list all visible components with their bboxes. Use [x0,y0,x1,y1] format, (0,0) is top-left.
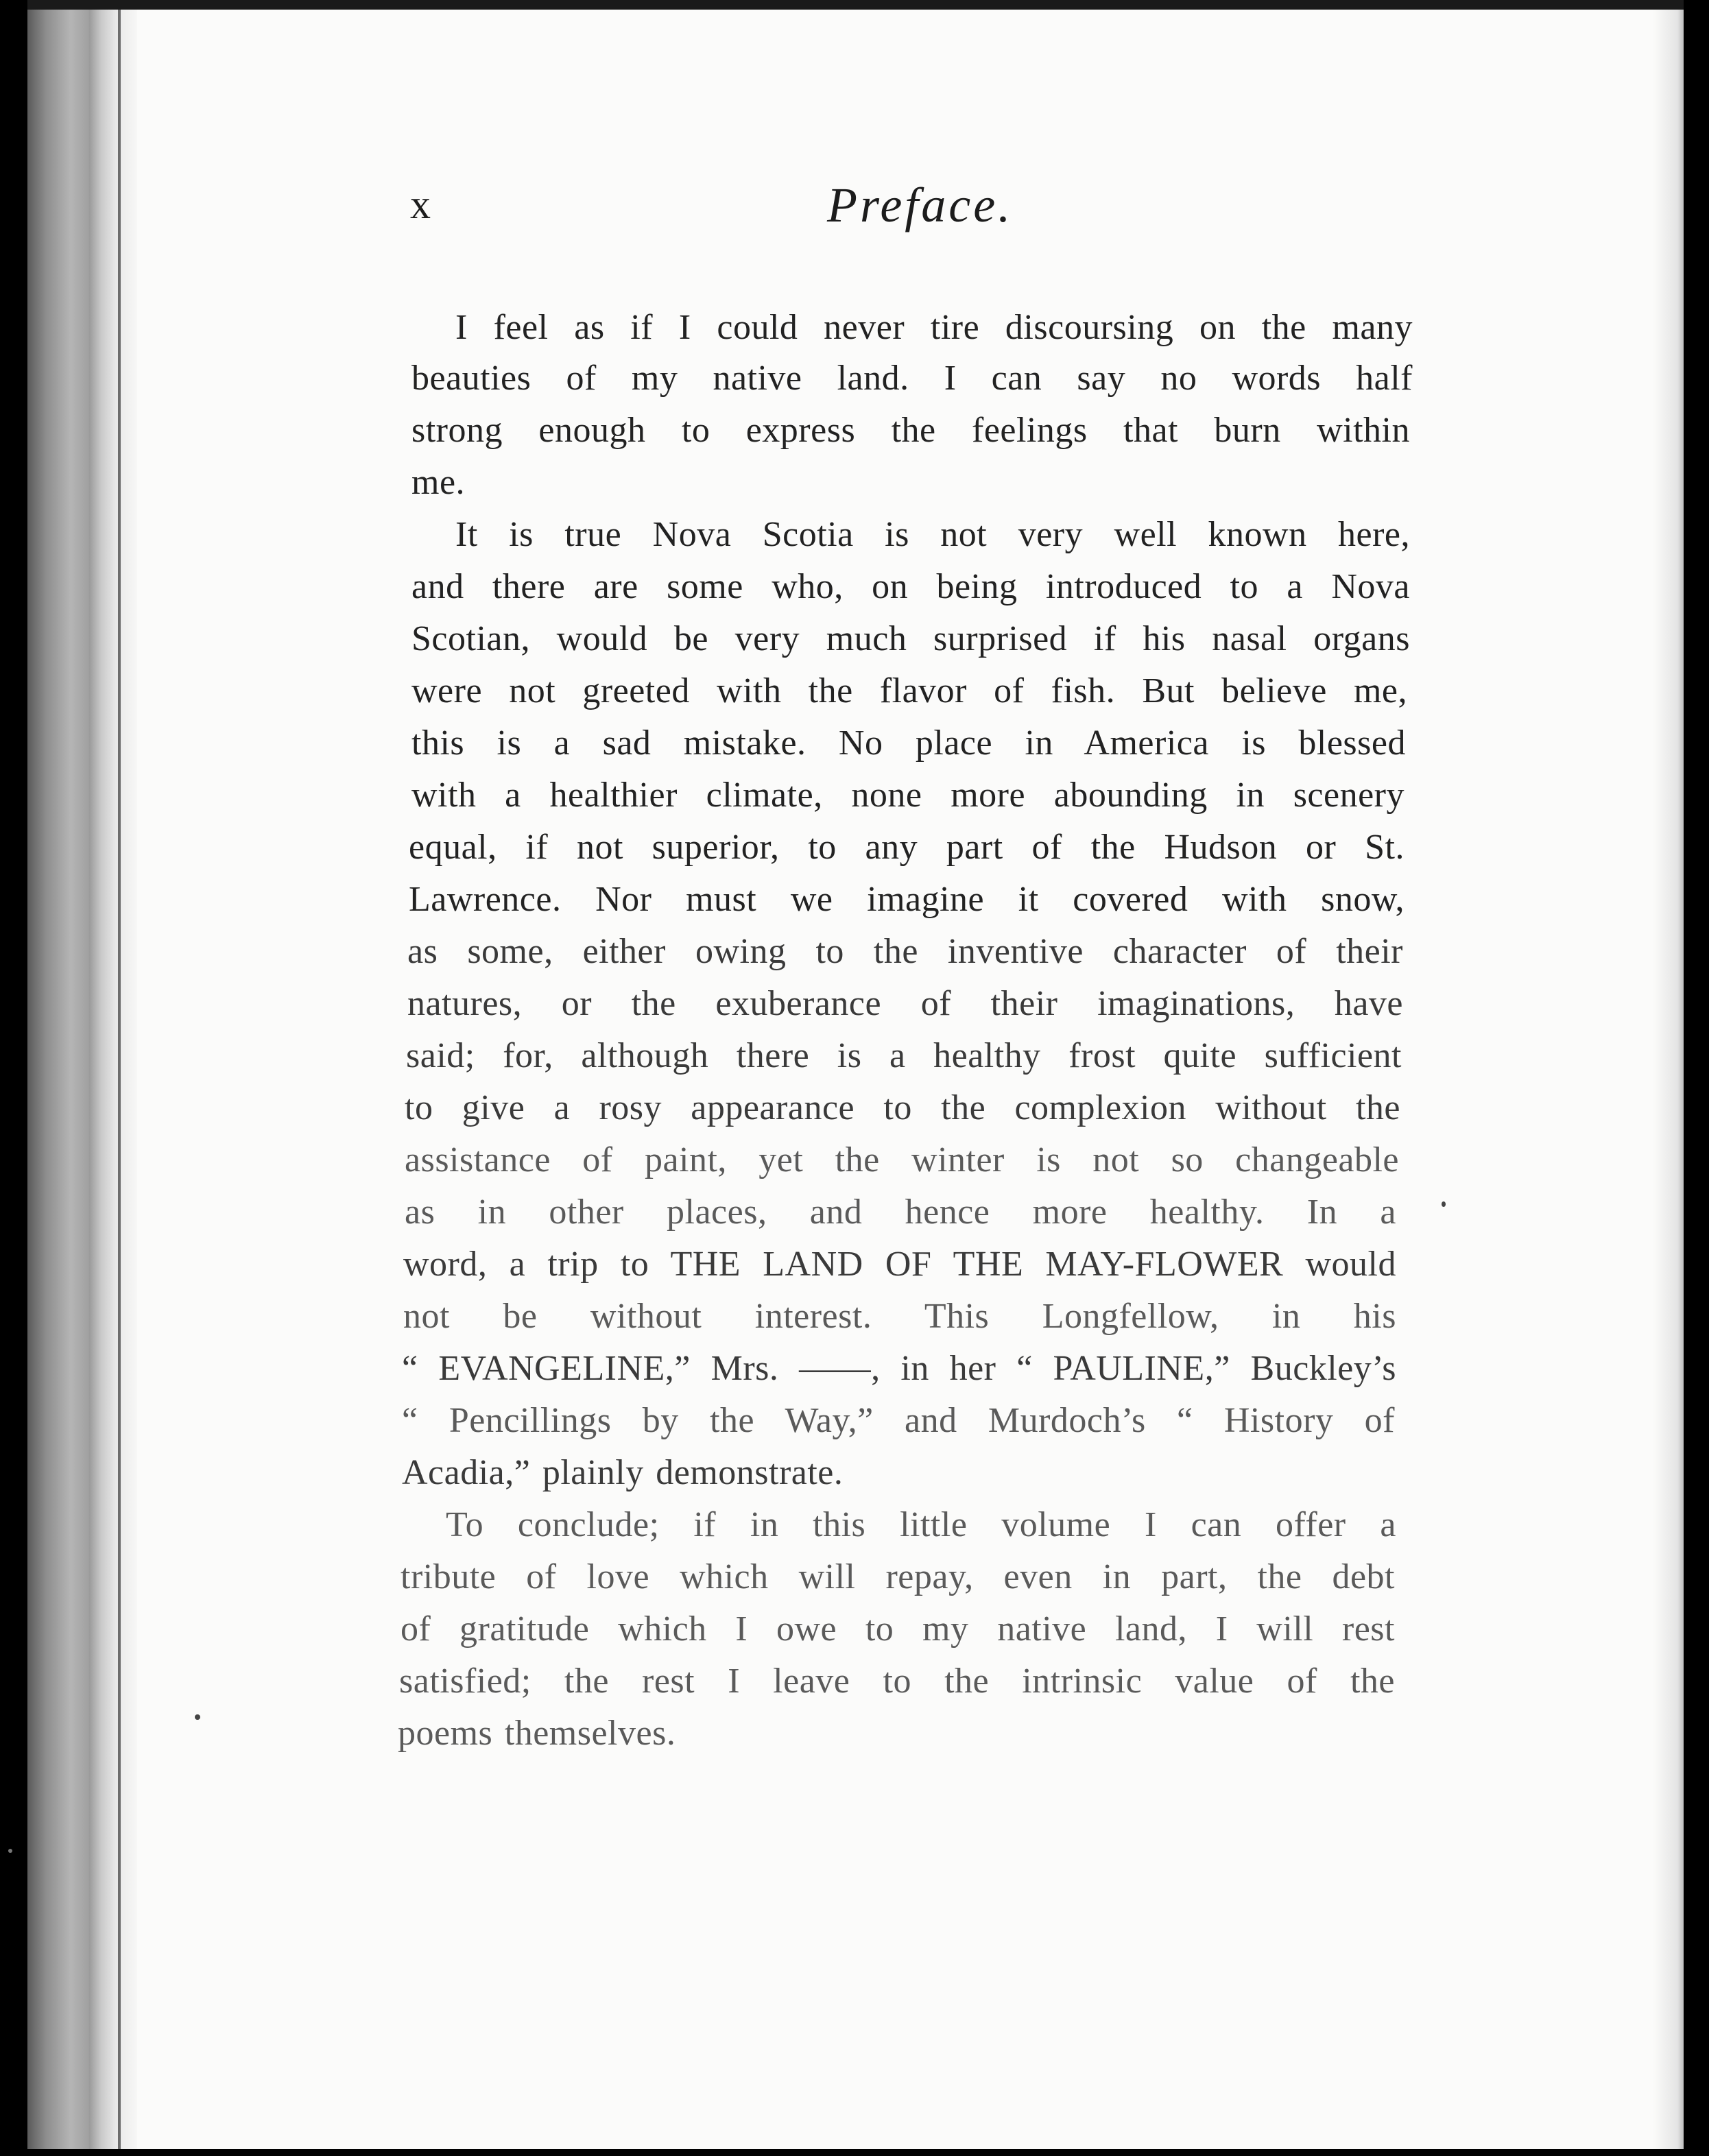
running-title: Preface. [827,178,1014,232]
text-line: as some, either owing to the inventive character of their [407,932,1403,971]
ink-speck [195,1714,200,1720]
text-line: not be without interest. This Longfellow, in his [403,1297,1396,1336]
text-line: as in other places, and hence more healthy. In a [405,1193,1396,1232]
text-line: strong enough to express the feelings that burn within [411,411,1410,450]
text-line: tribute of love which will repay, even in part, the debt [401,1557,1395,1596]
text-line: beauties of my native land. I can say no words half [411,359,1413,398]
right-border [1684,0,1709,2156]
text-line: satisfied; the rest I leave to the intrinsic value of the [399,1662,1395,1701]
text-line: said; for, although there is a healthy frost quite sufficient [406,1036,1402,1075]
text-line: natures, or the exuberance of their imaginations, have [407,984,1403,1023]
right-edge-shade [1653,7,1684,2149]
text-line: Lawrence. Nor must we imagine it covered with snow, [409,880,1405,919]
text-line: Acadia,” plainly demonstrate. [402,1453,844,1492]
text-line: equal, if not superior, to any part of the Hudson or St. [409,828,1405,867]
binding-shadow [27,7,89,2149]
text-line: To conclude; if in this little volume I can offer a [446,1505,1396,1544]
text-line: poems themselves. [398,1714,676,1753]
text-line: “ Pencillings by the Way,” and Murdoch’s “ History of [402,1401,1395,1440]
text-line: I feel as if I could never tire discoursing on the many [455,308,1413,347]
page-number: x [410,182,432,227]
text-line: and there are some who, on being introduced to a Nova [411,567,1410,606]
text-line: assistance of paint, yet the winter is not so changeable [405,1140,1399,1179]
spine-line [118,7,121,2149]
page-gutter [89,7,137,2149]
text-line: to give a rosy appearance to the complexion without the [405,1088,1400,1127]
ink-speck [8,1849,12,1853]
text-line: were not greeted with the flavor of fish. But believe me, [411,671,1407,710]
text-line: with a healthier climate, none more abounding in scenery [411,776,1405,815]
text-line: Scotian, would be very much surprised if his nasal organs [411,619,1410,658]
text-line: It is true Nova Scotia is not very well known here, [455,515,1410,554]
text-line: “ EVANGELINE,” Mrs. ——, in her “ PAULINE,” Buckley’s [402,1349,1396,1388]
text-line: word, a trip to THE LAND OF THE MAY-FLOWER would [403,1245,1396,1284]
text-line: of gratitude which I owe to my native land, I will rest [401,1609,1395,1649]
top-border [27,0,1701,10]
text-line: me. [411,463,466,502]
ink-speck [1442,1201,1446,1207]
text-line: this is a sad mistake. No place in America is blessed [411,723,1406,763]
